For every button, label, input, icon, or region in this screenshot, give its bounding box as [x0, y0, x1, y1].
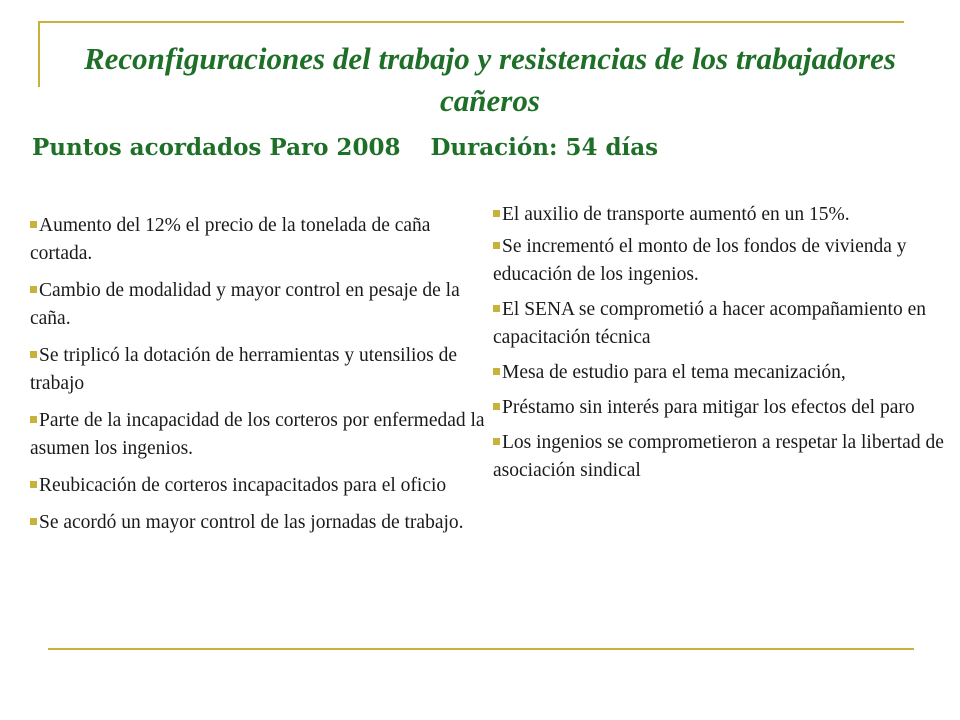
list-item-text: Reubicación de corteros incapacitados para el oficio [39, 475, 447, 496]
list-item-text: Los ingenios se comprometieron a respetar la libertad de asociación sindical [493, 432, 944, 481]
square-bullet-icon [493, 403, 500, 410]
list-item-text: El auxilio de transporte aumentó en un 15%. [502, 204, 850, 225]
list-item-text: Préstamo sin interés para mitigar los efectos del paro [502, 397, 915, 418]
left-bullet-list [30, 212, 485, 546]
list-item [493, 394, 958, 422]
square-bullet-icon [493, 368, 500, 375]
left-divider [38, 21, 40, 87]
square-bullet-icon [30, 351, 37, 358]
slide-subtitle [32, 133, 932, 163]
list-item [493, 359, 958, 387]
square-bullet-icon [493, 242, 500, 249]
slide-title: Reconfiguraciones del trabajo y resistencias de los trabajadores cañeros [83, 41, 896, 118]
list-item-text: Se acordó un mayor control de las jornadas de trabajo. [39, 512, 464, 533]
square-bullet-icon [493, 305, 500, 312]
list-item [493, 233, 958, 289]
list-item [30, 342, 485, 398]
square-bullet-icon [30, 286, 37, 293]
list-item-text: Aumento del 12% el precio de la tonelada de caña cortada. [30, 215, 431, 264]
list-item [30, 277, 485, 333]
square-bullet-icon [493, 438, 500, 445]
list-item [493, 204, 958, 226]
list-item-text: Mesa de estudio para el tema mecanización, [502, 362, 846, 383]
list-item-text: Se triplicó la dotación de herramientas y utensilios de trabajo [30, 345, 458, 394]
right-bullet-list [493, 204, 958, 492]
square-bullet-icon [493, 210, 500, 217]
list-item [493, 296, 958, 352]
list-item-text: Cambio de modalidad y mayor control en pesaje de la caña. [30, 280, 460, 329]
list-item [30, 509, 485, 537]
square-bullet-icon [30, 416, 37, 423]
top-divider [40, 21, 904, 23]
list-item [493, 429, 958, 485]
subtitle-duration: Duración: 54 días [430, 134, 659, 161]
bottom-divider [48, 648, 914, 650]
square-bullet-icon [30, 518, 37, 525]
list-item [30, 407, 485, 463]
list-item [30, 212, 485, 268]
list-item-text: Se incrementó el monto de los fondos de vivienda y educación de los ingenios. [493, 236, 907, 285]
list-item-text: El SENA se comprometió a hacer acompañamiento en capacitación técnica [493, 299, 926, 348]
list-item-text: Parte de la incapacidad de los corteros por enfermedad la asumen los ingenios. [30, 410, 485, 459]
subtitle-points: Puntos acordados Paro 2008 [32, 134, 401, 161]
square-bullet-icon [30, 481, 37, 488]
square-bullet-icon [30, 221, 37, 228]
list-item [30, 472, 485, 500]
